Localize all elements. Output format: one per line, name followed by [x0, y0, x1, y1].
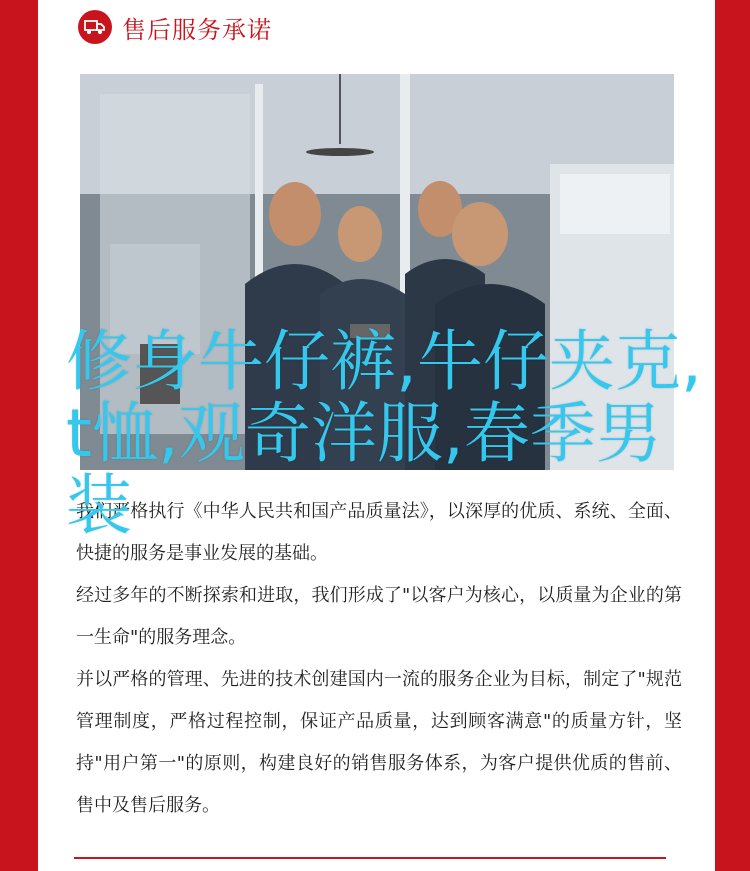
delivery-truck-icon — [78, 10, 112, 44]
paragraph-1: 我们严格执行《中华人民共和国产品质量法》，以深厚的优质、系统、全面、快捷的服务是事业发展的基础。 — [76, 501, 682, 564]
overlay-keywords: 修身牛仔裤,牛仔夹克,t恤,观奇洋服,春季男装 — [66, 323, 702, 544]
section-header — [78, 10, 272, 44]
paragraph-3: 并以严格的管理、先进的技术创建国内一流的服务企业为目标，制定了"规范管理制度，严格过程控制，保证产品质量，达到顾客满意"的质量方针，坚持"用户第一"的原则，构建良好的销售服务体系，为客户提供优质的售前、售中及售后服务。 — [76, 669, 682, 816]
paragraph-2: 经过多年的不断探索和进取，我们形成了"以客户为核心，以质量为企业的第一生命"的服务理念。 — [76, 585, 682, 648]
bottom-divider — [74, 857, 666, 859]
section-title: 售后服务承诺 — [122, 15, 272, 44]
